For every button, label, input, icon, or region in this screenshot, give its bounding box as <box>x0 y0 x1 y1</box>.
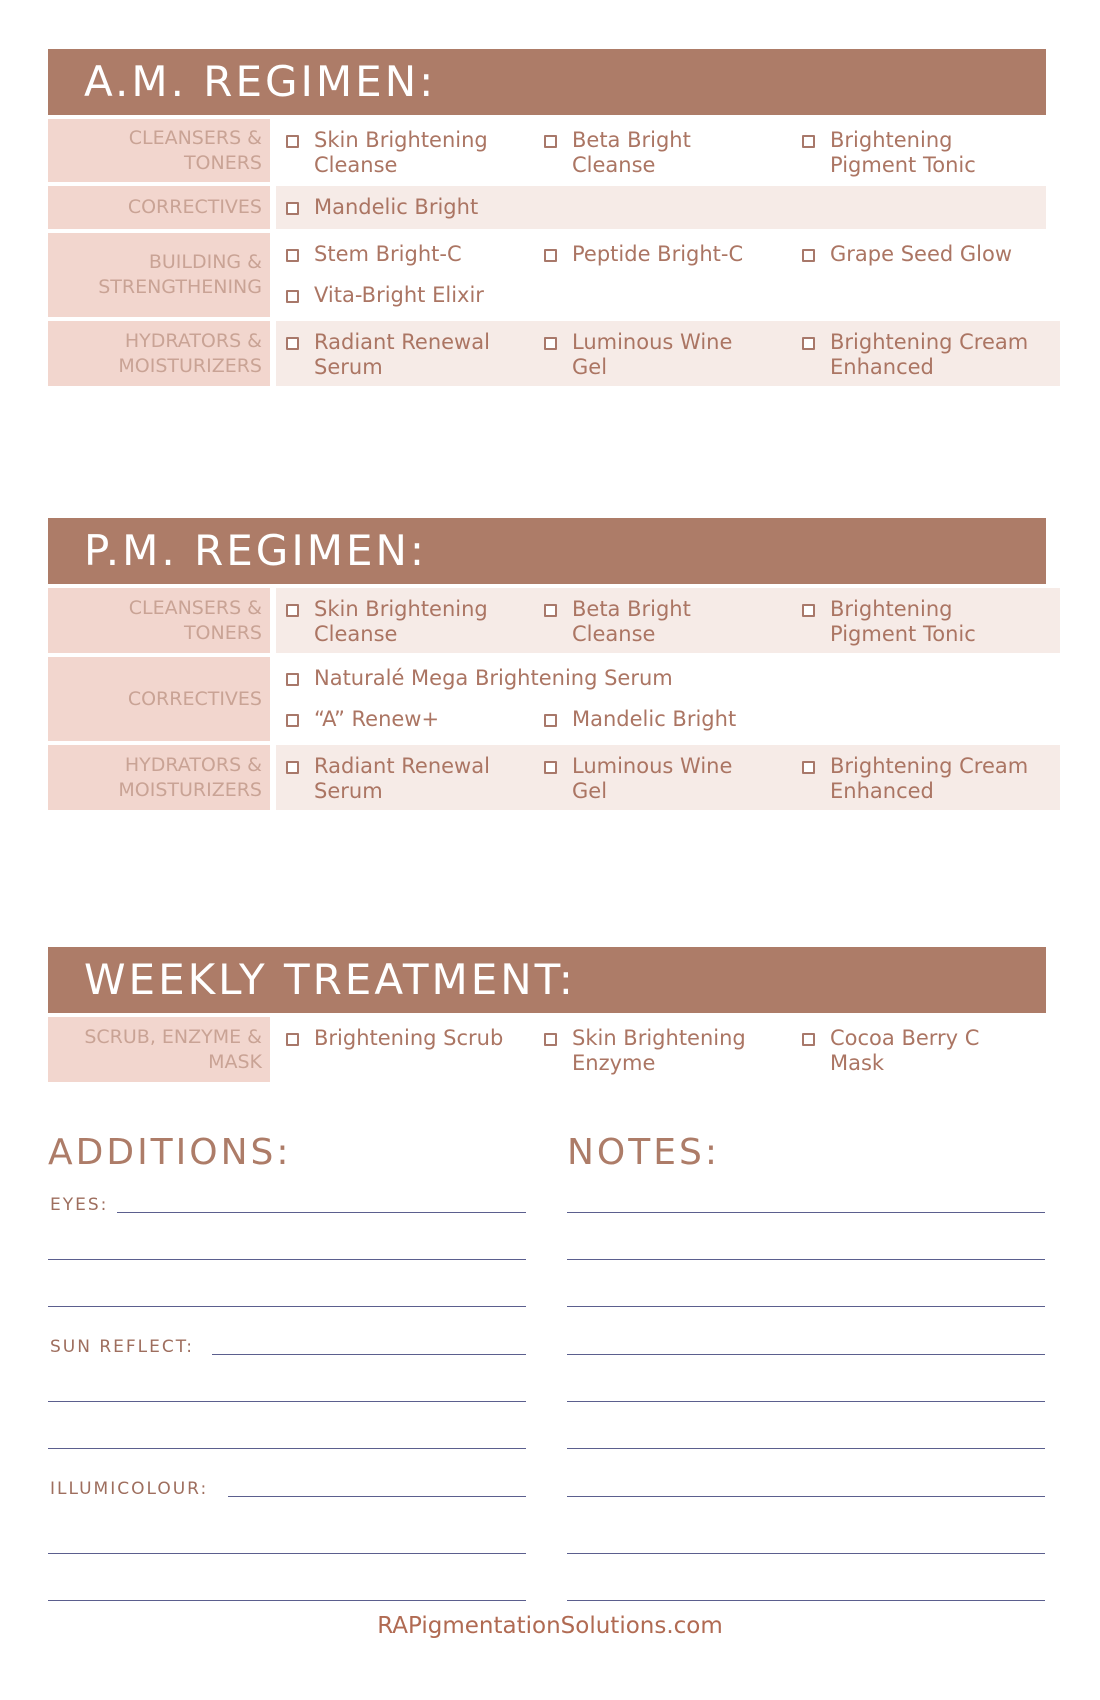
checkbox[interactable] <box>286 714 299 727</box>
option-item[interactable] <box>544 1026 802 1076</box>
pm-rows <box>48 588 1046 810</box>
row-label: CLEANSERS & TONERS <box>48 588 270 653</box>
checkbox[interactable] <box>544 1033 557 1046</box>
option-item[interactable] <box>286 242 544 267</box>
row-options <box>276 119 1060 182</box>
checkbox[interactable] <box>544 604 557 617</box>
option-item[interactable] <box>286 597 544 647</box>
checkbox[interactable] <box>802 604 815 617</box>
row-label: CORRECTIVES <box>48 657 270 741</box>
checkbox[interactable] <box>286 135 299 148</box>
checkbox[interactable] <box>286 202 299 215</box>
checkbox[interactable] <box>544 761 557 774</box>
notes-line[interactable] <box>567 1212 1045 1213</box>
sun-reflect-label: SUN REFLECT: <box>50 1337 195 1357</box>
am-regimen-title: A.M. REGIMEN: <box>48 49 1046 115</box>
notes-line[interactable] <box>567 1553 1045 1554</box>
option-label: Grape Seed Glow <box>830 242 1013 266</box>
option-item[interactable] <box>286 754 544 804</box>
am-rows <box>48 119 1046 386</box>
notes-line[interactable] <box>567 1259 1045 1260</box>
checkbox[interactable] <box>802 761 815 774</box>
option-label: Brightening Cream Enhanced <box>830 754 1029 803</box>
option-item[interactable] <box>286 128 544 178</box>
pm-row-hydrators <box>48 745 1046 810</box>
notes-line[interactable] <box>567 1448 1045 1449</box>
pm-regimen-section <box>48 518 1046 814</box>
checkbox[interactable] <box>286 761 299 774</box>
row-label: SCRUB, ENZYME & MASK <box>48 1017 270 1082</box>
option-label: Skin Brightening Cleanse <box>314 597 488 646</box>
am-row-correctives <box>48 186 1046 229</box>
weekly-rows <box>48 1017 1046 1082</box>
checkbox[interactable] <box>286 337 299 350</box>
option-label: Luminous Wine Gel <box>572 754 733 803</box>
illumicolour-label: ILLUMICOLOUR: <box>50 1479 209 1499</box>
option-label: Stem Bright-C <box>314 242 462 266</box>
pm-row-correctives <box>48 657 1046 741</box>
additions-heading: ADDITIONS: <box>48 1132 292 1173</box>
checkbox[interactable] <box>286 1033 299 1046</box>
option-label: Beta Bright Cleanse <box>572 128 691 177</box>
row-options <box>276 233 1060 317</box>
pm-regimen-title: P.M. REGIMEN: <box>48 518 1046 584</box>
row-options <box>276 186 1046 229</box>
option-label: Skin Brightening Cleanse <box>314 128 488 177</box>
option-label: Brightening Scrub <box>314 1026 504 1050</box>
checkbox[interactable] <box>544 337 557 350</box>
eyes-line-2[interactable] <box>48 1259 526 1260</box>
notes-line[interactable] <box>567 1600 1045 1601</box>
option-label: Peptide Bright-C <box>572 242 744 266</box>
checkbox[interactable] <box>286 673 299 686</box>
notes-line[interactable] <box>567 1306 1045 1307</box>
checkbox[interactable] <box>802 1033 815 1046</box>
option-item[interactable] <box>286 707 544 732</box>
option-label: Brightening Pigment Tonic <box>830 597 976 646</box>
checkbox[interactable] <box>286 249 299 262</box>
option-item[interactable] <box>286 195 544 220</box>
eyes-label: EYES: <box>50 1195 109 1215</box>
am-row-hydrators <box>48 321 1046 386</box>
row-options <box>276 321 1060 386</box>
weekly-treatment-title: WEEKLY TREATMENT: <box>48 947 1046 1013</box>
row-label: CORRECTIVES <box>48 186 270 229</box>
am-row-cleansers <box>48 119 1046 182</box>
option-label: Mandelic Bright <box>314 195 479 219</box>
option-item[interactable] <box>544 242 802 267</box>
option-label: Luminous Wine Gel <box>572 330 733 379</box>
eyes-line-1[interactable] <box>117 1212 526 1213</box>
row-label: CLEANSERS & TONERS <box>48 119 270 182</box>
footer-website[interactable]: RAPigmentationSolutions.com <box>377 1613 723 1639</box>
option-item[interactable] <box>286 1026 544 1076</box>
option-item[interactable] <box>286 283 544 308</box>
illumicolour-line-2[interactable] <box>48 1553 526 1554</box>
option-item[interactable] <box>802 330 1060 380</box>
option-item[interactable] <box>802 754 1060 804</box>
option-item[interactable] <box>544 754 802 804</box>
checkbox[interactable] <box>802 249 815 262</box>
option-label: Radiant Renewal Serum <box>314 330 490 379</box>
row-label: HYDRATORS & MOISTURIZERS <box>48 745 270 810</box>
option-label: Vita-Bright Elixir <box>314 283 484 307</box>
checkbox[interactable] <box>802 337 815 350</box>
illumicolour-line-1[interactable] <box>228 1496 526 1497</box>
option-item[interactable] <box>802 597 1060 647</box>
checkbox[interactable] <box>544 135 557 148</box>
row-options <box>276 588 1060 653</box>
checkbox[interactable] <box>544 714 557 727</box>
option-item[interactable] <box>802 242 1060 267</box>
row-options <box>276 1017 1060 1082</box>
option-label: Mandelic Bright <box>572 707 737 731</box>
am-row-building <box>48 233 1046 317</box>
option-label: Beta Bright Cleanse <box>572 597 691 646</box>
option-item[interactable] <box>544 128 802 178</box>
checkbox[interactable] <box>286 604 299 617</box>
sun-reflect-line-3[interactable] <box>48 1448 526 1449</box>
eyes-line-3[interactable] <box>48 1306 526 1307</box>
notes-heading: NOTES: <box>567 1132 720 1173</box>
row-label: HYDRATORS & MOISTURIZERS <box>48 321 270 386</box>
weekly-row-scrub <box>48 1017 1046 1082</box>
option-item[interactable] <box>802 128 1060 178</box>
option-item[interactable] <box>286 666 986 691</box>
pm-row-cleansers <box>48 588 1046 653</box>
checkbox[interactable] <box>286 290 299 303</box>
option-item[interactable] <box>544 330 802 380</box>
illumicolour-line-3[interactable] <box>48 1600 526 1601</box>
option-item[interactable] <box>286 330 544 380</box>
option-item[interactable] <box>802 1026 1060 1076</box>
row-label: BUILDING & STRENGTHENING <box>48 233 270 317</box>
option-label: Brightening Pigment Tonic <box>830 128 976 177</box>
notes-line[interactable] <box>567 1354 1045 1355</box>
weekly-treatment-section <box>48 947 1046 1086</box>
notes-line[interactable] <box>567 1401 1045 1402</box>
checkbox[interactable] <box>544 249 557 262</box>
option-label: Naturalé Mega Brightening Serum <box>314 666 673 690</box>
option-label: Skin Brightening Enzyme <box>572 1026 746 1075</box>
row-options <box>276 745 1060 810</box>
checkbox[interactable] <box>802 135 815 148</box>
am-regimen-section <box>48 49 1046 390</box>
option-item[interactable] <box>544 597 802 647</box>
option-label: Radiant Renewal Serum <box>314 754 490 803</box>
option-item[interactable] <box>544 707 802 732</box>
option-label: “A” Renew+ <box>314 707 440 731</box>
option-label: Brightening Cream Enhanced <box>830 330 1029 379</box>
row-options <box>276 657 1046 741</box>
sun-reflect-line-2[interactable] <box>48 1401 526 1402</box>
sun-reflect-line-1[interactable] <box>212 1354 526 1355</box>
option-label: Cocoa Berry C Mask <box>830 1026 980 1075</box>
notes-line[interactable] <box>567 1496 1045 1497</box>
